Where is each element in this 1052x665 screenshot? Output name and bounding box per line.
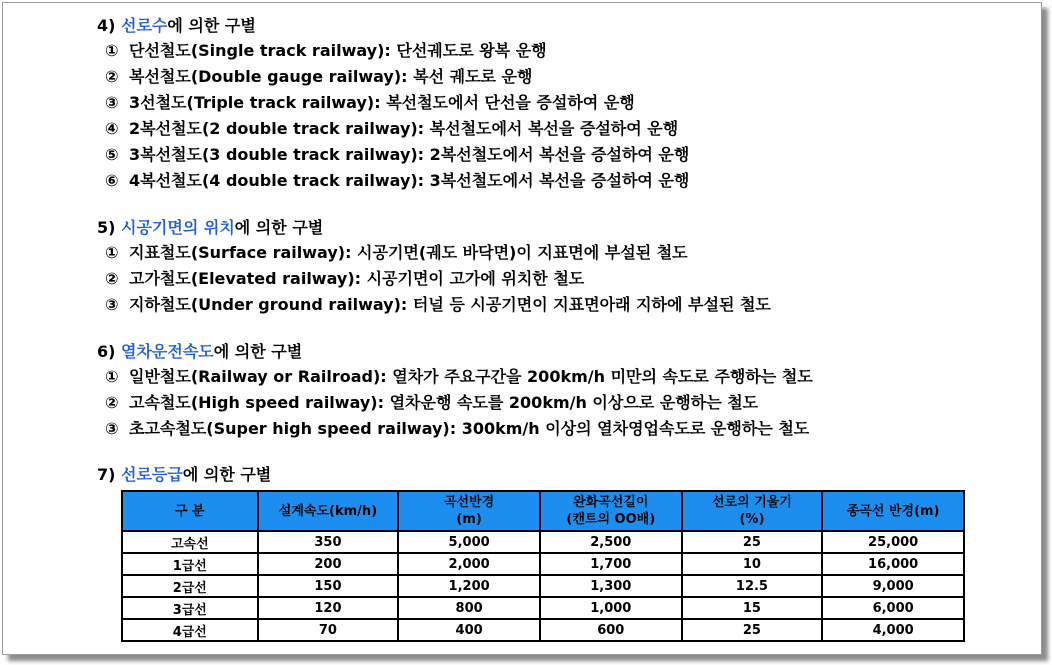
table-cell: 15: [682, 597, 823, 619]
list-item: ③ 3선철도(Triple track railway): 복선철도에서 단선을 증설하여 운행: [105, 93, 635, 112]
section-heading: 7) 선로등급에 의한 구별: [97, 465, 272, 484]
table-row: [122, 575, 964, 597]
heading-highlight: 선로등급: [121, 465, 183, 484]
table-cell: 10: [682, 553, 823, 575]
table-cell: 25,000: [822, 531, 964, 553]
list-item: ① 지표철도(Surface railway): 시공기면(궤도 바닥면)이 지표면에 부설된 철도: [105, 243, 688, 262]
table-cell: 2급선: [122, 575, 258, 597]
section-track-count: [97, 14, 689, 194]
table-cell: 고속선: [122, 531, 258, 553]
section-line-grade: [97, 463, 271, 487]
table-cell: 70: [258, 619, 399, 641]
table-cell: 1급선: [122, 553, 258, 575]
table-row: [122, 553, 964, 575]
header-gradient: 선로의 기울기 (%): [682, 491, 823, 531]
table-cell: 350: [258, 531, 399, 553]
table-cell: 2,000: [398, 553, 540, 575]
heading-highlight: 선로수: [121, 16, 168, 35]
table-cell: 3급선: [122, 597, 258, 619]
table-header-row: [122, 491, 964, 531]
table-row: [122, 597, 964, 619]
heading-highlight: 열차운전속도: [121, 342, 214, 361]
table-cell: 1,200: [398, 575, 540, 597]
table-cell: 150: [258, 575, 399, 597]
table-cell: 800: [398, 597, 540, 619]
table-cell: 6,000: [822, 597, 964, 619]
header-design-speed: 설계속도(km/h): [258, 491, 399, 531]
list-item: ② 고가철도(Elevated railway): 시공기면이 고가에 위치한 철도: [105, 269, 585, 288]
line-grade-table: [121, 490, 965, 642]
table-cell: 25: [682, 531, 823, 553]
table-cell: 1,700: [540, 553, 682, 575]
header-category: 구 분: [122, 491, 258, 531]
table-cell: 1,000: [540, 597, 682, 619]
table-cell: 120: [258, 597, 399, 619]
table-cell: 2,500: [540, 531, 682, 553]
header-curve-radius: 곡선반경 (m): [398, 491, 540, 531]
list-item: ② 고속철도(High speed railway): 열차운행 속도를 200km/h 이상으로 운행하는 철도: [105, 393, 759, 412]
heading-highlight: 시공기면의 위치: [121, 218, 235, 237]
table-cell: 4급선: [122, 619, 258, 641]
list-item: ② 복선철도(Double gauge railway): 복선 궤도로 운행: [105, 67, 533, 86]
header-transition-length: 완화곡선길이 (캔트의 OO배): [540, 491, 682, 531]
list-item: ① 일반철도(Railway or Railroad): 열차가 주요구간을 200km/h 미만의 속도로 주행하는 철도: [105, 367, 813, 386]
section-heading: 5) 시공기면의 위치에 의한 구별: [97, 218, 324, 237]
list-item: ③ 지하철도(Under ground railway): 터널 등 시공기면이 지표면아래 지하에 부설된 철도: [105, 295, 771, 314]
table-cell: 12.5: [682, 575, 823, 597]
header-vertical-curve: 종곡선 반경(m): [822, 491, 964, 531]
list-item: ⑤ 3복선철도(3 double track railway): 2복선철도에서 복선을 증설하여 운행: [105, 145, 690, 164]
table-cell: 4,000: [822, 619, 964, 641]
table-cell: 5,000: [398, 531, 540, 553]
list-item: ① 단선철도(Single track railway): 단선궤도로 왕복 운행: [105, 41, 547, 60]
table-row: [122, 619, 964, 641]
table-cell: 16,000: [822, 553, 964, 575]
section-formation-level: [97, 216, 771, 318]
table-cell: 400: [398, 619, 540, 641]
section-heading: 6) 열차운전속도에 의한 구별: [97, 342, 303, 361]
table-row: [122, 531, 964, 553]
table-cell: 9,000: [822, 575, 964, 597]
table-cell: 200: [258, 553, 399, 575]
section-train-speed: [97, 340, 813, 442]
list-item: ③ 초고속철도(Super high speed railway): 300km/h 이상의 열차영업속도로 운행하는 철도: [105, 419, 810, 438]
list-item: ④ 2복선철도(2 double track railway): 복선철도에서 복선을 증설하여 운행: [105, 119, 679, 138]
table-cell: 600: [540, 619, 682, 641]
list-item: ⑥ 4복선철도(4 double track railway): 3복선철도에서 복선을 증설하여 운행: [105, 171, 690, 190]
table-cell: 25: [682, 619, 823, 641]
section-heading: 4) 선로수에 의한 구별: [97, 16, 256, 35]
table-cell: 1,300: [540, 575, 682, 597]
